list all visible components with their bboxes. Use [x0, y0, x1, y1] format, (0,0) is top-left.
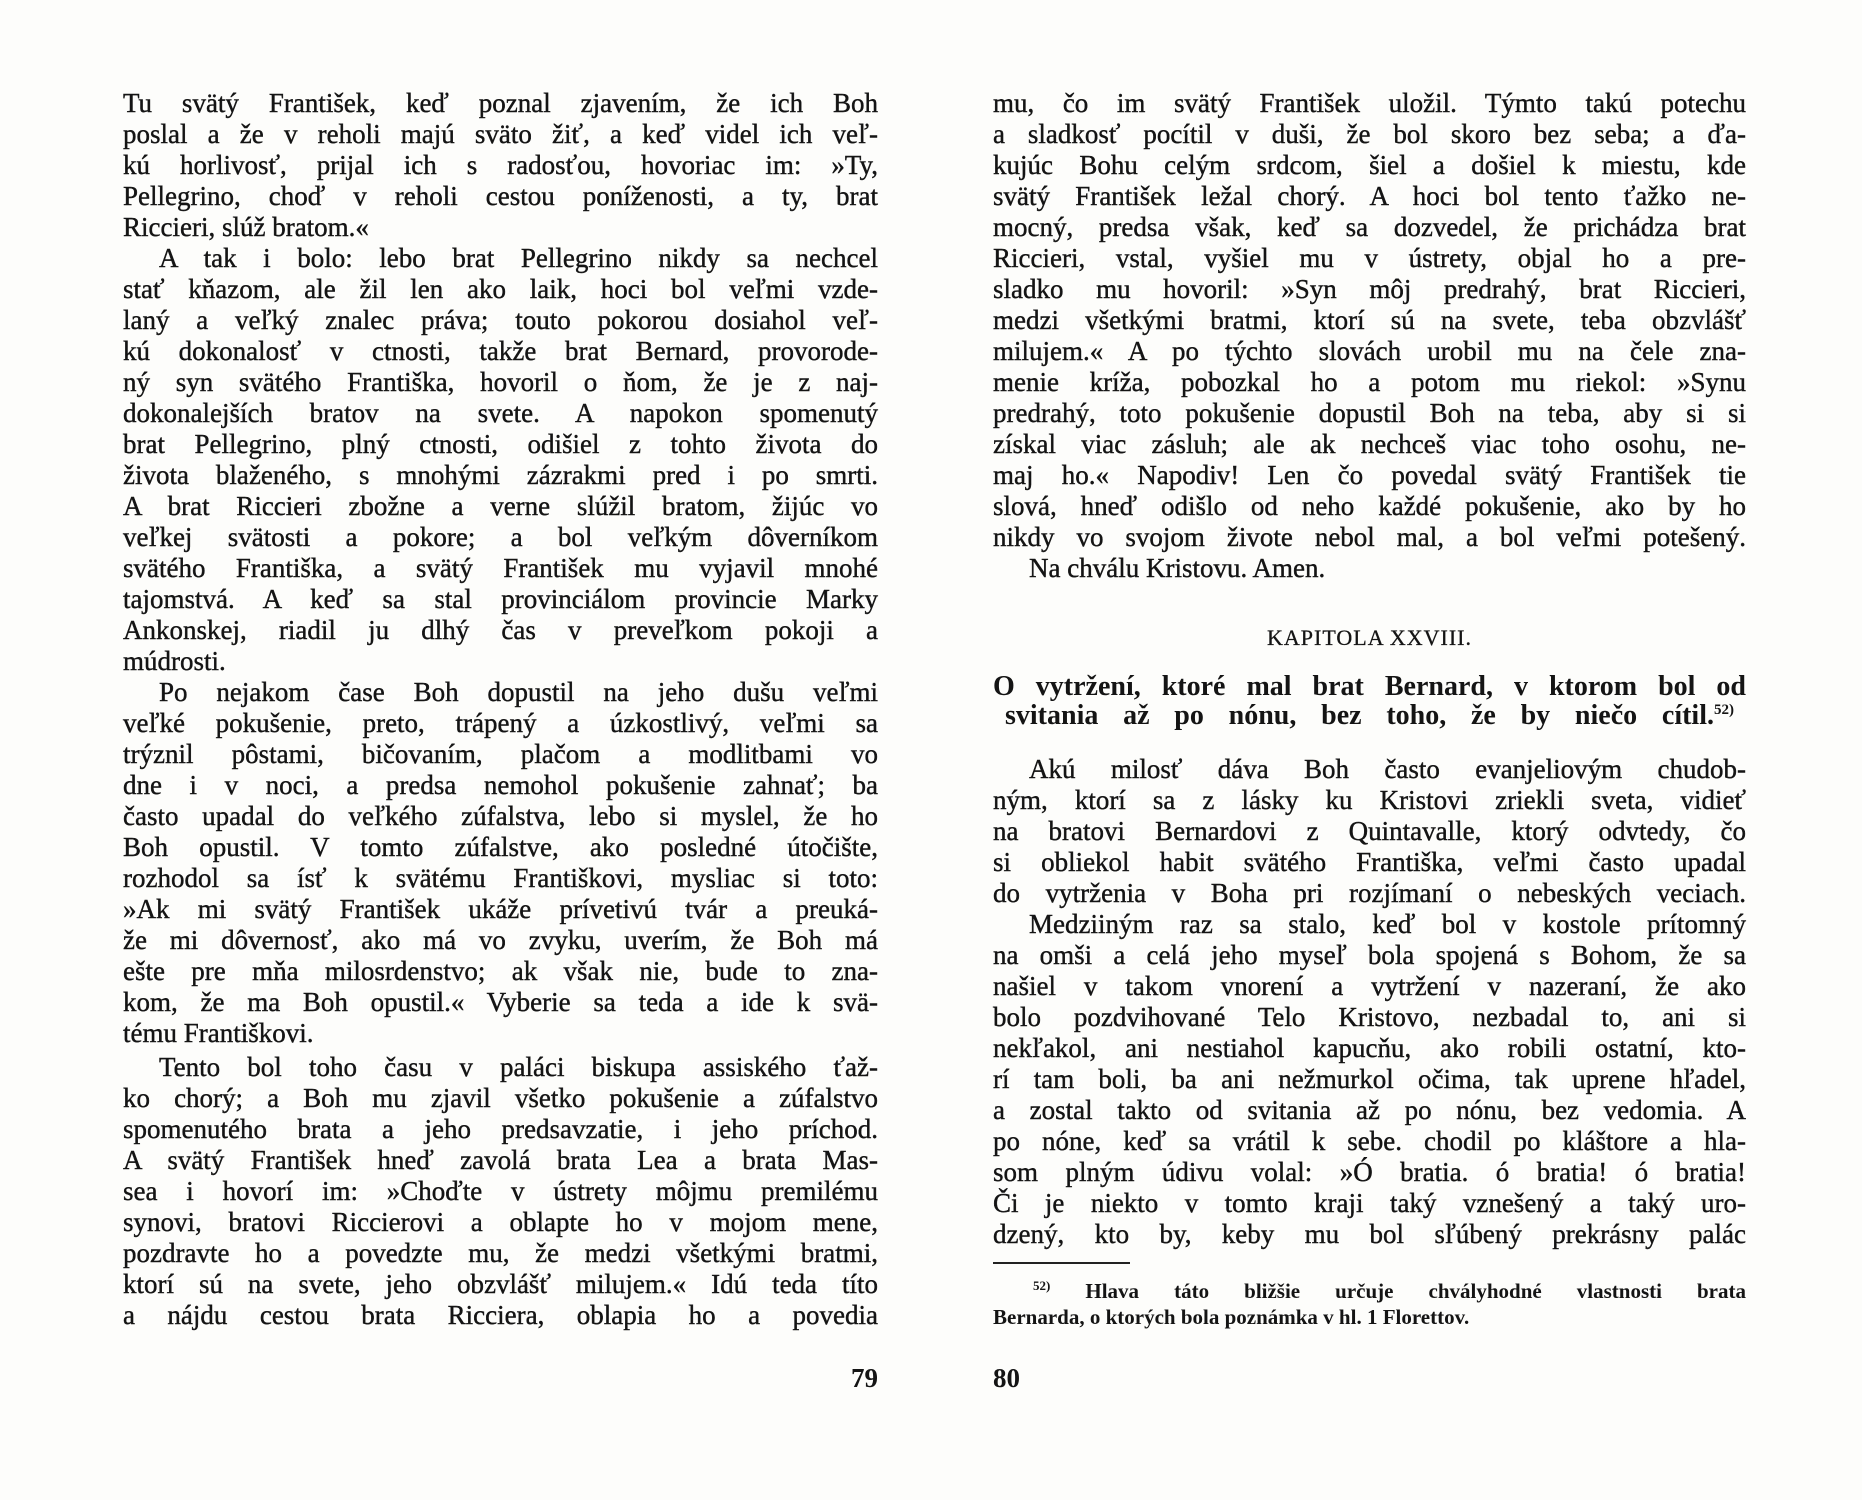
text-line: našiel v takom vnorení a vytržení v nazeraní, že ako	[993, 971, 1746, 1001]
text-line: »Ak mi svätý František ukáže prívetivú tvár a preuká-	[123, 894, 878, 924]
text-line: na bratovi Bernardovi z Quintavalle, ktorý odvtedy, čo	[993, 816, 1746, 846]
text-line: kom, že ma Boh opustil.« Vyberie sa teda a ide k svä-	[123, 987, 878, 1017]
page-number-left: 79	[851, 1363, 878, 1393]
paragraph	[993, 88, 1746, 553]
page-right-body	[993, 754, 1746, 1250]
text-line: veľké pokušenie, preto, trápený a úzkostlivý, veľmi sa	[123, 708, 878, 738]
text-line: Ankonskej, riadil ju dlhý čas v preveľkom pokoji a	[123, 615, 878, 645]
footnote-ref: 52)	[1714, 702, 1734, 718]
text-line: veľkej svätosti a pokore; a bol veľkým dôverníkom	[123, 522, 878, 552]
text-line: nikdy vo svojom živote nebol mal, a bol veľmi potešený.	[993, 522, 1746, 552]
text-line: spomenutého brata a jeho predsavzatie, i jeho príchod.	[123, 1114, 878, 1144]
text-line: Či je niekto v tomto kraji taký vznešený a taký uro-	[993, 1188, 1746, 1218]
text-line: trýznil pôstami, bičovaním, plačom a modlitbami vo	[123, 739, 878, 769]
text-line: nekľakol, ani nestiahol kapucňu, ako robili ostatní, kto-	[993, 1033, 1746, 1063]
chapter-title-line: O vytržení, ktoré mal brat Bernard, v ktorom bol od	[993, 671, 1746, 702]
paragraph	[123, 243, 878, 677]
text-line: získal viac zásluh; ale ak nechceš viac toho osohu, ne-	[993, 429, 1746, 459]
page-number-right: 80	[993, 1363, 1020, 1393]
text-line: tajomstvá. A keď sa stal provinciálom provincie Marky	[123, 584, 878, 614]
text-line: a zostal takto od svitania až po nónu, bez vedomia. A	[993, 1095, 1746, 1125]
paragraph	[123, 677, 878, 1049]
text-line: Medziiným raz sa stalo, keď bol v kostole prítomný	[1029, 909, 1746, 939]
text-line: milujem.« A po týchto slovách urobil mu na čele zna-	[993, 336, 1746, 366]
page-left-text	[123, 88, 878, 1331]
text-line: brat Pellegrino, plný ctnosti, odišiel z tohto života do	[123, 429, 878, 459]
text-line: Po nejakom čase Boh dopustil na jeho dušu veľmi	[159, 677, 878, 707]
text-line: mocný, predsa však, keď sa dozvedel, že prichádza brat	[993, 212, 1746, 242]
text-line: pozdravte ho a povedzte mu, že medzi všetkými bratmi,	[123, 1238, 878, 1268]
footnote-line: Bernarda, o ktorých bola poznámka v hl. 1 Florettov.	[993, 1305, 1470, 1329]
text-line: Tu svätý František, keď poznal zjavením, že ich Boh	[123, 88, 878, 118]
chapter-title	[993, 672, 1746, 730]
text-line: A svätý František hneď zavolá brata Lea a brata Mas-	[123, 1145, 878, 1175]
text-line: synovi, bratovi Riccierovi a oblapte ho v mojom mene,	[123, 1207, 878, 1237]
text-line: som plným údivu volal: »Ó bratia. ó bratia! ó bratia!	[993, 1157, 1746, 1187]
chapter-title-text: svitania až po nónu, bez toho, že by niečo cítil.	[1005, 700, 1714, 731]
text-line: na omši a celá jeho myseľ bola spojená s Bohom, že sa	[993, 940, 1746, 970]
text-line: svätého Františka, a svätý František mu vyjavil mnohé	[123, 553, 878, 583]
text-line: menie kríža, pobozkal ho a potom mu riekol: »Synu	[993, 367, 1746, 397]
text-line: Akú milosť dáva Boh často evanjeliovým chudob-	[1029, 754, 1746, 784]
footnote	[993, 1278, 1746, 1330]
text-line: slová, hneď odišlo od neho každé pokušenie, ako by ho	[993, 491, 1746, 521]
text-line: svätý František ležal chorý. A hoci bol tento ťažko ne-	[993, 181, 1746, 211]
text-line: že mi dôvernosť, ako má vo zvyku, uverím, že Boh má	[123, 925, 878, 955]
text-line: kú dokonalosť v ctnosti, takže brat Bernard, provorode-	[123, 336, 878, 366]
text-line: si obliekol habit svätého Františka, veľmi často upadal	[993, 847, 1746, 877]
text-line: dzený, kto by, keby mu bol sľúbený prekrásny palác	[993, 1219, 1746, 1249]
text-line: po nóne, keď sa vrátil k sebe. chodil po kláštore a hla-	[993, 1126, 1746, 1156]
text-line: kujúc Bohu celým srdcom, šiel a došiel k miestu, kde	[993, 150, 1746, 180]
text-line: A tak i bolo: lebo brat Pellegrino nikdy sa nechcel	[159, 243, 878, 273]
text-line: života blaženého, s mnohými zázrakmi pred i po smrti.	[123, 460, 878, 490]
paragraph	[123, 1052, 878, 1331]
text-line: ko chorý; a Boh mu zjavil všetko pokušenie a zúfalstvo	[123, 1083, 878, 1113]
text-line: ný syn svätého Františka, hovoril o ňom, že je z naj-	[123, 367, 878, 397]
footnote-rule	[993, 1262, 1130, 1264]
text-line: ktorí sú na svete, jeho obzvlášť milujem.« Idú teda títo	[123, 1269, 878, 1299]
text-line: a sladkosť pocítil v duši, že bol skoro bez seba; a ďa-	[993, 119, 1746, 149]
text-line: Riccieri, vstal, vyšiel mu v ústrety, objal ho a pre-	[993, 243, 1746, 273]
text-line: maj ho.« Napodiv! Len čo povedal svätý František tie	[993, 460, 1746, 490]
paragraph	[993, 909, 1746, 1250]
text-line: stať kňazom, ale žil len ako laik, hoci bol veľmi vzde-	[123, 274, 878, 304]
text-line: rozhodol sa ísť k svätému Františkovi, mysliac si toto:	[123, 863, 878, 893]
text-line: múdrosti.	[123, 646, 226, 676]
text-line: Pellegrino, choď v reholi cestou poníženosti, a ty, brat	[123, 181, 878, 211]
footnote-line	[993, 1278, 1746, 1304]
text-line: ešte pre mňa milosrdenstvo; ak však nie, bude to zna-	[123, 956, 878, 986]
text-line: laný a veľký znalec práva; touto pokorou dosiahol veľ-	[123, 305, 878, 335]
footnote-marker: 52)	[1033, 1278, 1051, 1293]
text-line: Tento bol toho času v paláci biskupa assiského ťaž-	[159, 1052, 878, 1082]
text-line: sea i hovorí im: »Choďte v ústrety môjmu premilému	[123, 1176, 878, 1206]
text-line: bolo pozdvihované Telo Kristovo, nezbadal to, ani si	[993, 1002, 1746, 1032]
text-line: A brat Riccieri zbožne a verne slúžil bratom, žijúc vo	[123, 491, 878, 521]
text-line: do vytrženia v Boha pri rozjímaní o nebeských veciach.	[993, 878, 1746, 908]
page-right-continuation	[993, 88, 1746, 584]
chapter-title-line	[993, 701, 1746, 730]
text-line: Boh opustil. V tomto zúfalstve, ako posledné útočište,	[123, 832, 878, 862]
text-line: poslal a že v reholi majú sväto žiť, a keď videl ich veľ-	[123, 119, 878, 149]
text-line: dokonalejších bratov na svete. A napokon spomenutý	[123, 398, 878, 428]
text-line: ným, ktorí sa z lásky ku Kristovi zriekli sveta, vidieť	[993, 785, 1746, 815]
text-line: a nájdu cestou brata Ricciera, oblapia ho a povedia	[123, 1300, 878, 1330]
paragraph	[993, 754, 1746, 909]
paragraph	[123, 88, 878, 243]
footnote-text: Hlava táto bližšie určuje chvályhodné vlastnosti brata	[1085, 1279, 1746, 1303]
chapter-label: KAPITOLA XXVIII.	[1266, 625, 1473, 650]
text-line: Riccieri, slúž bratom.«	[123, 212, 369, 242]
text-line: rí tam boli, ba ani nežmurkol očima, tak uprene hľadel,	[993, 1064, 1746, 1094]
text-line: tému Františkovi.	[123, 1018, 314, 1048]
text-line: medzi všetkými bratmi, ktorí sú na svete, teba obzvlášť	[993, 305, 1746, 335]
text-line: sladko mu hovoril: »Syn môj predrahý, brat Riccieri,	[993, 274, 1746, 304]
text-line: dne i v noci, a predsa nemohol pokušenie zahnať; ba	[123, 770, 878, 800]
text-line: mu, čo im svätý František uložil. Týmto takú potechu	[993, 88, 1746, 118]
closing-line: Na chválu Kristovu. Amen.	[1029, 553, 1326, 583]
text-line: kú horlivosť, prijal ich s radosťou, hovoriac im: »Ty,	[123, 150, 878, 180]
text-line: predrahý, toto pokušenie dopustil Boh na teba, aby si si	[993, 398, 1746, 428]
text-line: často upadal do veľkého zúfalstva, lebo si myslel, že ho	[123, 801, 878, 831]
